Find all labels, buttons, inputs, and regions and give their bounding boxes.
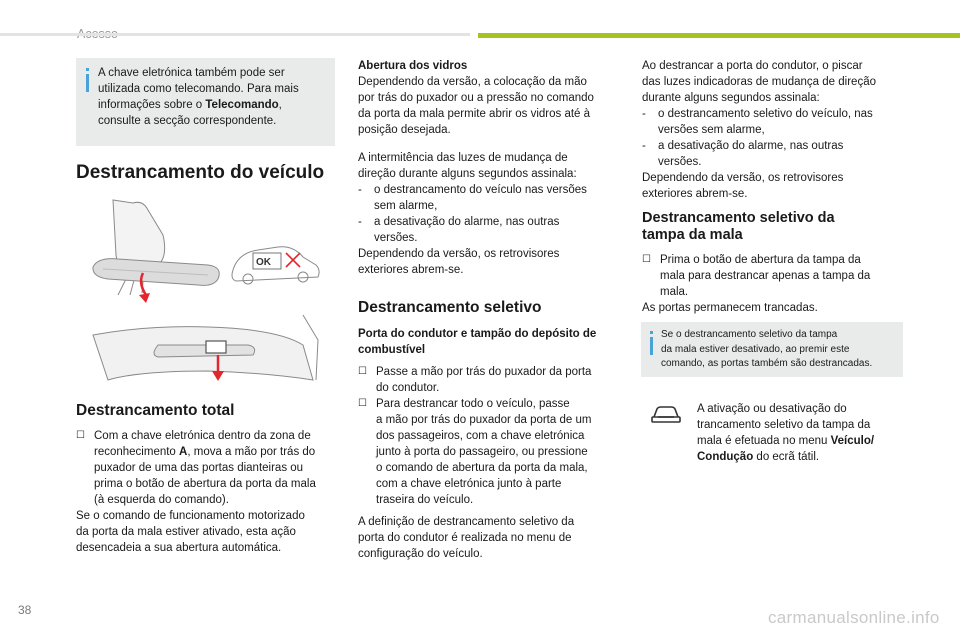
- mirrors-paragraph-right: Dependendo da versão, os retrovisores exteriores abrem-se.: [642, 172, 844, 200]
- page-number: 38: [18, 603, 32, 617]
- motorized-tailgate-paragraph: Se o comando de funcionamento motorizado da porta da mala estiver ativado, esta ação desencadeia a sua abertura automática.: [76, 510, 305, 554]
- checkbox-bullet-icon: ☐: [76, 430, 85, 441]
- header-accent-bar: [478, 33, 960, 38]
- info-box-remote: [76, 58, 335, 146]
- checkbox-bullet-icon: ☐: [358, 366, 367, 377]
- subtitle-driver-door: Porta do condutor e tampão do depósito de combustível: [358, 328, 597, 356]
- info-line: utilizada como telecomando. Para mais: [98, 83, 299, 95]
- title-total-unlocking: Destrancamento total: [76, 402, 235, 419]
- title-selective-unlocking: Destrancamento seletivo: [358, 299, 542, 316]
- unlocking-illustration: [88, 195, 328, 395]
- title-vehicle-unlocking: Destrancamento do veículo: [76, 162, 325, 183]
- blink-paragraph: A intermitência das luzes de mudança de direção durante alguns segundos assinala:: [358, 152, 577, 180]
- title-tailgate-selective: Destrancamento seletivo da tampa da mala: [642, 210, 835, 243]
- title-window-opening: Abertura dos vidros: [358, 60, 468, 72]
- selective-definition-paragraph: A definição de destrancamento seletivo da porta do condutor é realizada no menu de configuração do veículo.: [358, 516, 575, 560]
- header-rule: [0, 33, 470, 36]
- mirrors-paragraph: Dependendo da versão, os retrovisores exteriores abrem-se.: [358, 248, 560, 276]
- info-line: A chave eletrónica também pode ser: [98, 67, 285, 79]
- ok-label: OK: [256, 257, 271, 268]
- driver-door-blink-paragraph: Ao destrancar a porta do condutor, o piscar das luzes indicadoras de mudança de direção durante alguns segundos assinala:: [642, 60, 876, 104]
- info-line: consulte a secção correspondente.: [98, 115, 277, 127]
- checkbox-bullet-icon: ☐: [358, 398, 367, 409]
- info-line: informações sobre o Telecomando,: [98, 99, 282, 111]
- car-icon: [650, 403, 682, 425]
- tailgate-menu-note: A ativação ou desativação do trancamento seletivo da tampa da mala é efetuada no menu Veículo/ Condução do ecrã tátil.: [697, 403, 875, 463]
- info-box-tailgate: Se o destrancamento seletivo da tampa da mala estiver desativado, ao premir este comando, as portas também são destrancadas.: [641, 322, 903, 377]
- checkbox-bullet-icon: ☐: [642, 254, 651, 265]
- window-opening-paragraph: Dependendo da versão, a colocação da mão por trás do puxador ou a pressão no comando da porta da mala permite abrir os vidros até à posição desejada.: [358, 76, 594, 136]
- watermark: carmanualsonline.info: [768, 608, 940, 627]
- doors-remain-locked: As portas permanecem trancadas.: [642, 302, 818, 314]
